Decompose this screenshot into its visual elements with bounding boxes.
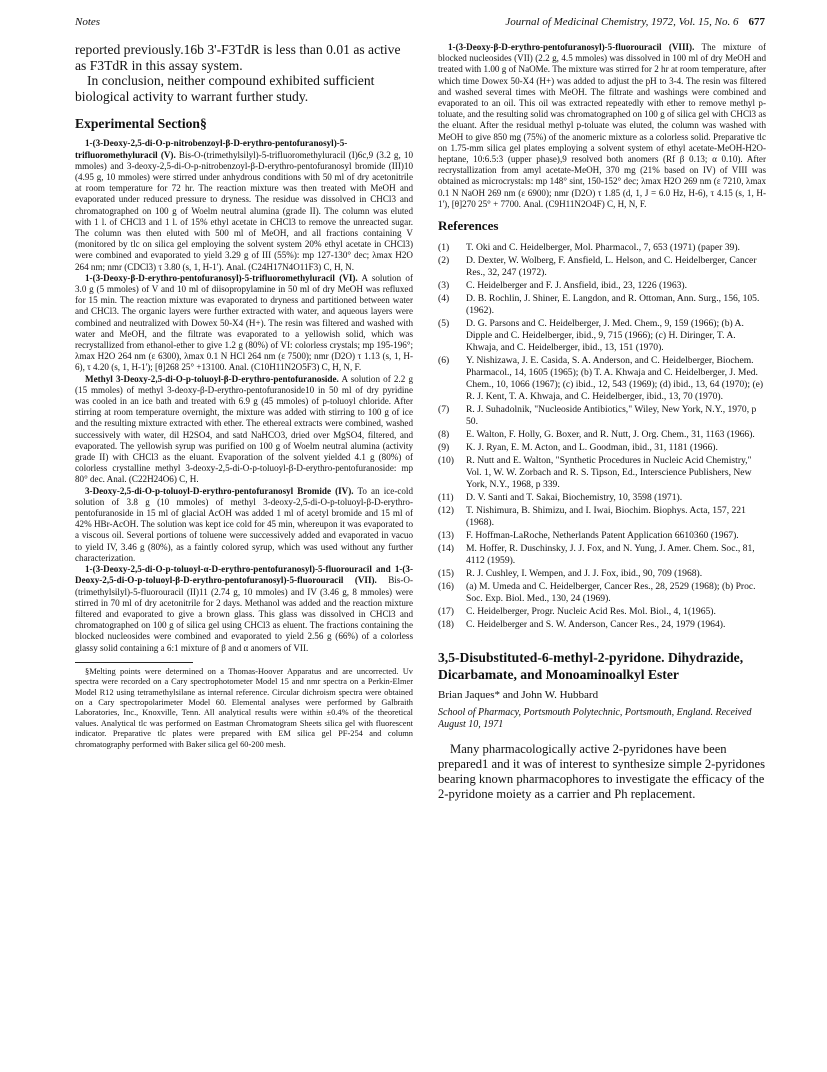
reference-item	[438, 505, 766, 529]
procedure-title: 1-(3-Deoxy-2,5-di-O-p-toluoyl-α-D-erythro-pentofuranosyl)-5-fluorouracil and 1-(3-Deoxy-2,5-di-O-p-toluoyl-β-D-erythro-pentofuranosyl)-5-fluorouracil (VII).	[75, 564, 413, 586]
article-opening-paragraph: Many pharmacologically active 2-pyridones have been prepared1 and it was of interest to synthesize simple 2-pyridones bearing known pharmacophores to investigate the efficacy of the 2-pyridone moiety as a carrier and Ph replacement.	[438, 741, 766, 801]
procedure-viii	[438, 42, 766, 210]
reference-number: (5)	[438, 318, 450, 330]
footnote: §Melting points were determined on a Thomas-Hoover Apparatus and are uncorrected. Uv spectra were recorded on a Cary spectrophotometer Model 15 and nmr spectra on a Perkin-Elmer Model R12 using tetramethylsilane as internal reference. Circular dichroism spectra were obtained on a Cary spectropolarimeter Model 60. Elemental analyses were performed by Galbraith Laboratories, Inc., Knoxville, Tenn. All analytical results were within ±0.4% of the theoretical values. Analytical tlc was performed on Eastman Chromatogram Sheets silica gel with fluorescent indicator. Preparative tlc plates were prepared with EM silica gel PF-254 and column chromatography performed with Baker silica gel 60-200 mesh.	[75, 666, 413, 749]
reference-text: R. J. Cushley, I. Wempen, and J. J. Fox, ibid., 90, 709 (1968).	[466, 568, 703, 580]
reference-item	[438, 280, 766, 292]
procedure-vii	[75, 564, 413, 654]
reference-item	[438, 492, 766, 504]
reference-number: (3)	[438, 280, 450, 292]
reference-number: (13)	[438, 530, 454, 542]
procedure-title: Methyl 3-Deoxy-2,5-di-O-p-toluoyl-β-D-erythro-pentofuranoside.	[85, 373, 339, 384]
procedure-iv	[75, 486, 413, 564]
article-authors: Brian Jaques* and John W. Hubbard	[438, 689, 599, 702]
page-header	[75, 16, 765, 32]
procedure-body: Bis-O-(trimethylsilyl)-5-trifluoromethyluracil (I)6c,9 (3.2 g, 10 mmoles) and 3-deoxy-2,5-di-O-p-nitrobenzoyl-β-D-erythro-pentofuranosyl bromide (III)10 (4.95 g, 10 mmoles) were stirred under anhydrous conditions with 50 ml of dry acetonitrile at room temperature for 72 hr. The reaction mixture was then treated with MeOH and evaporated under reduced pressure to dryness. The residue was dissolved in CHCl3 and chromatographed on 100 g of Woelm neutral alumina (grade II). The column was eluted with 1 l. of CHCl3 and 1 l. of 15% ethyl acetate in CHCl3 to remove the unreacted sugar. The column was then eluted with 500 ml of MeOH, and all fractions containing V (monitored by tlc on silica gel employing the solvent system 20% ethyl acetate in CHCl3) were combined and evaporated to yield 3.29 g of III (55%): mp 127-130° dec; λmax H2O 264 nm; nmr (CDCl3) τ 3.80 (s, 1, H-1'). Anal. (C24H17N4O11F3) C, H, N.	[75, 149, 413, 272]
reference-number: (9)	[438, 442, 450, 454]
reference-number: (17)	[438, 606, 454, 618]
procedure-body: Bis-O-(trimethylsilyl)-5-fluorouracil (II)11 (2.74 g, 10 mmoles) and IV (3.46 g, 8 mmoles) were stirred in 70 ml of dry acetonitrile for 2 days. Methanol was added and the reaction mixture filtered and evaporated to give a brown glass. This glass was dissolved in CHCl3 and chromatographed on 100 g of silica gel using CHCl3 as eluent. The fractions containing the blocked nucleosides were combined and evaporated to yield 2.56 g (66%) of a colorless glassy solid containing a 6:1 mixture of β and α anomers of VII.	[75, 575, 413, 653]
intro-paragraph: reported previously.16b 3'-F3TdR is less than 0.01 as active as F3TdR in this assay system.	[75, 42, 401, 73]
reference-text: M. Hoffer, R. Duschinsky, J. J. Fox, and N. Yung, J. Amer. Chem. Soc., 81, 4112 (1959).	[466, 543, 755, 567]
journal-citation	[505, 16, 765, 28]
procedure-methyl-toluoyl	[75, 374, 413, 486]
reference-item	[438, 355, 766, 403]
reference-item	[438, 429, 766, 441]
reference-item	[438, 581, 766, 605]
reference-number: (16)	[438, 581, 454, 593]
reference-item	[438, 543, 766, 567]
reference-number: (2)	[438, 255, 450, 267]
reference-text: C. Heidelberger and S. W. Anderson, Cancer Res., 24, 1979 (1964).	[466, 619, 726, 631]
reference-text: R. Nutt and E. Walton, "Synthetic Procedures in Nucleic Acid Chemistry," Vol. 1, W. W. Zorbach and R. S. Tipson, Ed., Interscience Publishers, New York, N.Y., 1968, p 339.	[466, 455, 752, 491]
reference-text: T. Nishimura, B. Shimizu, and I. Iwai, Biochim. Biophys. Acta, 157, 221 (1968).	[466, 505, 746, 529]
reference-item	[438, 606, 766, 618]
reference-item	[438, 242, 766, 254]
procedure-v	[75, 138, 413, 272]
reference-text: C. Heidelberger, Progr. Nucleic Acid Res. Mol. Biol., 4, 1(1965).	[466, 606, 716, 618]
article-affiliation: School of Pharmacy, Portsmouth Polytechnic, Portsmouth, England. Received August 10, 1971	[438, 707, 752, 731]
reference-number: (11)	[438, 492, 454, 504]
procedure-title: 1-(3-Deoxy-β-D-erythro-pentofuranosyl)-5-fluorouracil (VIII).	[448, 42, 695, 52]
left-column	[75, 42, 413, 1050]
procedure-body: A solution of 3.0 g (5 mmoles) of V and 10 ml of diisopropylamine in 50 ml of dry MeOH was refluxed for 15 min. The reaction mixture was evaporated to dryness and partitioned between water and CHCl3. The organic layers were further extracted with water, and aqueous layers were combined and neutralized with Dowex 50-X4 (H+). The resin was filtered and washed with water and MeOH, and the filtrate was evaporated to a yellowish solid, which was recrystallized from ethanol-ether to give 1.2 g (80%) of VI: colorless crystals; mp 195-196°; λmax H2O 264 nm (ε 6300), λmax 0.1 N HCl 264 nm (ε 7500); nmr (D2O) τ 1.13 (s, 1, H-6), τ 4.20 (s, 1, H-1'); [θ]268 25° +13100. Anal. (C10H11N2O5F3) C, H, N, F.	[75, 272, 413, 373]
conclusion-paragraph: In conclusion, neither compound exhibited sufficient biological activity to warrant further study.	[75, 73, 375, 104]
references-list	[438, 242, 766, 631]
reference-number: (4)	[438, 293, 450, 305]
article-title: 3,5-Disubstituted-6-methyl-2-pyridone. Dihydrazide, Dicarbamate, and Monoaminoalkyl Ester	[438, 650, 744, 683]
page-number: 677	[748, 16, 765, 28]
reference-number: (12)	[438, 505, 454, 517]
reference-text: R. J. Suhadolnik, "Nucleoside Antibiotics," Wiley, New York, N.Y., 1970, p 50.	[466, 404, 757, 428]
reference-item	[438, 404, 766, 428]
reference-number: (18)	[438, 619, 454, 631]
procedure-title: 1-(3-Deoxy-β-D-erythro-pentofuranosyl)-5-trifluoromethyluracil (VI).	[85, 272, 358, 283]
reference-text: (a) M. Umeda and C. Heidelberger, Cancer Res., 28, 2529 (1968); (b) Proc. Soc. Exp. Biol. Med., 130, 24 (1969).	[466, 581, 756, 605]
references-heading: References	[438, 218, 499, 234]
reference-item	[438, 530, 766, 542]
reference-item	[438, 568, 766, 580]
reference-text: D. Dexter, W. Wolberg, F. Ansfield, L. Helson, and C. Heidelberger, Cancer Res., 32, 247 (1972).	[466, 255, 757, 279]
reference-number: (8)	[438, 429, 450, 441]
section-label: Notes	[75, 16, 101, 28]
reference-number: (14)	[438, 543, 454, 555]
experimental-section-heading: Experimental Section§	[75, 116, 207, 132]
procedure-vi	[75, 273, 413, 374]
reference-number: (1)	[438, 242, 450, 254]
reference-number: (7)	[438, 404, 450, 416]
reference-text: D. G. Parsons and C. Heidelberger, J. Med. Chem., 9, 159 (1966); (b) A. Dipple and C. Heidelberger, ibid., 9, 715 (1966); (c) H. Diringer, T. A. Khwaja, and C. Heidelberger, ibid., 13, 151 (1970).	[466, 318, 744, 354]
reference-text: E. Walton, F. Holly, G. Boxer, and R. Nutt, J. Org. Chem., 31, 1163 (1966).	[466, 429, 755, 441]
right-column	[438, 42, 766, 1050]
procedure-title: 3-Deoxy-2,5-di-O-p-toluoyl-D-erythro-pentofuranosyl Bromide (IV).	[85, 485, 354, 496]
reference-text: F. Hoffman-LaRoche, Netherlands Patent Application 6610360 (1967).	[466, 530, 739, 542]
journal-name: Journal of Medicinal Chemistry, 1972, Vol. 15, No. 6	[505, 16, 739, 28]
reference-item	[438, 619, 766, 631]
footnote-divider	[75, 662, 193, 663]
reference-text: K. J. Ryan, E. M. Acton, and L. Goodman, ibid., 31, 1181 (1966).	[466, 442, 718, 454]
reference-text: C. Heidelberger and F. J. Ansfield, ibid., 23, 1226 (1963).	[466, 280, 688, 292]
reference-item	[438, 318, 766, 354]
procedure-body: A solution of 2.2 g (15 mmoles) of methyl 3-deoxy-β-D-erythro-pentofuranoside10 in 50 ml of dry pyridine was cooled in an ice bath and treated with 6.9 g (45 mmoles) of p-toluoyl chloride. After stirring at room temperature overnight, the mixture was added with stirring to 100 g of ice and the resulting mixture extracted with ether. The ethereal extracts were combined, washed successively with water, dil H2SO4, and satd NaHCO3, dried over MgSO4, filtered, and evaporated. The yellowish syrup was purified on 100 g of Woelm neutral alumina (activity grade II) with CHCl3 as the eluant. Evaporation of the solvent yielded 4.1 g (80%) of colorless crystalline methyl 3-deoxy-2,5-di-O-p-toluoyl-β-D-erythro-pentofuranoside: mp 80° dec. Anal. (C22H24O6) C, H.	[75, 373, 413, 485]
reference-item	[438, 442, 766, 454]
reference-text: Y. Nishizawa, J. E. Casida, S. A. Anderson, and C. Heidelberger, Biochem. Pharmacol., 14, 1605 (1965); (b) T. A. Khwaja and C. Heidelberger, J. Med. Chem., 10, 1066 (1967); (c) ibid., 12, 543 (1969); (d) ibid., 13, 64 (1970); (e) R. J. Kent, T. A. Khwaja, and C. Heidelberger, ibid., 13, 70 (1970).	[466, 355, 764, 403]
reference-number: (10)	[438, 455, 454, 467]
reference-item	[438, 455, 766, 491]
reference-item	[438, 293, 766, 317]
reference-text: T. Oki and C. Heidelberger, Mol. Pharmacol., 7, 653 (1971) (paper 39).	[466, 242, 740, 254]
reference-text: D. B. Rochlin, J. Shiner, E. Langdon, and R. Ottoman, Ann. Surg., 156, 105. (1962).	[466, 293, 760, 317]
reference-item	[438, 255, 766, 279]
reference-number: (15)	[438, 568, 454, 580]
procedure-body: To an ice-cold solution of 3.8 g (10 mmoles) of methyl 3-deoxy-2,5-di-O-p-toluoyl-β-D-erythro-pentofuranoside in 15 ml of glacial AcOH was added 1 ml of acetyl bromide and 15 ml of 42% HBr-AcOH. The solution was kept ice cold for 45 min, whereupon it was evaporated to a viscous oil. Several portions of toluene were successively added and evaporated in vacuo to yield IV, 3.46 g (80%), as a faintly colored syrup, which was used without any further characterization.	[75, 485, 413, 563]
reference-text: D. V. Santi and T. Sakai, Biochemistry, 10, 3598 (1971).	[466, 492, 683, 504]
procedure-title: 1-(3-Deoxy-2,5-di-O-p-nitrobenzoyl-β-D-erythro-pentofuranosyl)-5-trifluoromethyluracil (V).	[75, 138, 348, 160]
procedure-body: The mixture of blocked nucleosides (VII) (2.2 g, 4.5 mmoles) was dissolved in 100 ml of dry MeOH and treated with 1.00 g of NaOMe. The mixture was stirred for 2 hr at room temperature, after which time Dowex 50-X4 (H+) was added to adjust the pH to 3-4. The resin was filtered and washed several times with MeOH. The filtrate and washings were combined and evaporated to an oil. This oil was extracted repeatedly with ether to remove methyl p-toluate, and the resulting solid was chromatographed on 100 g of silica gel with CHCl3 as the eluant. After the residual methyl p-toluate was eluted, the column was washed with MeOH to give 850 mg (75%) of the anomeric mixture as a colorless solid. Preparative tlc on 1.75-mm silica gel plates employing a solvent system of ethyl acetate-MeOH-H2O-heptane, 10:6.5:3 (upper phase),9 resolved both anomers (Rf β 0.13; α 0.10). After recrystallization from amyl acetate-MeOH, 370 mg (21% based on IV) of VIII was obtained as microcrystals: mp 148° sint, 150-152° dec; λmax H2O 269 nm (ε 7210, λmax 0.1 N NaOH 269 nm (ε 6900); nmr (D2O) τ 1.85 (d, 1, J = 6.0 Hz, H-6), τ 4.15 (s, 1, H-1'), [θ]270 25° + 7700. Anal. (C9H11N2O4F) C, H, N, F.	[438, 42, 766, 209]
reference-number: (6)	[438, 355, 450, 367]
